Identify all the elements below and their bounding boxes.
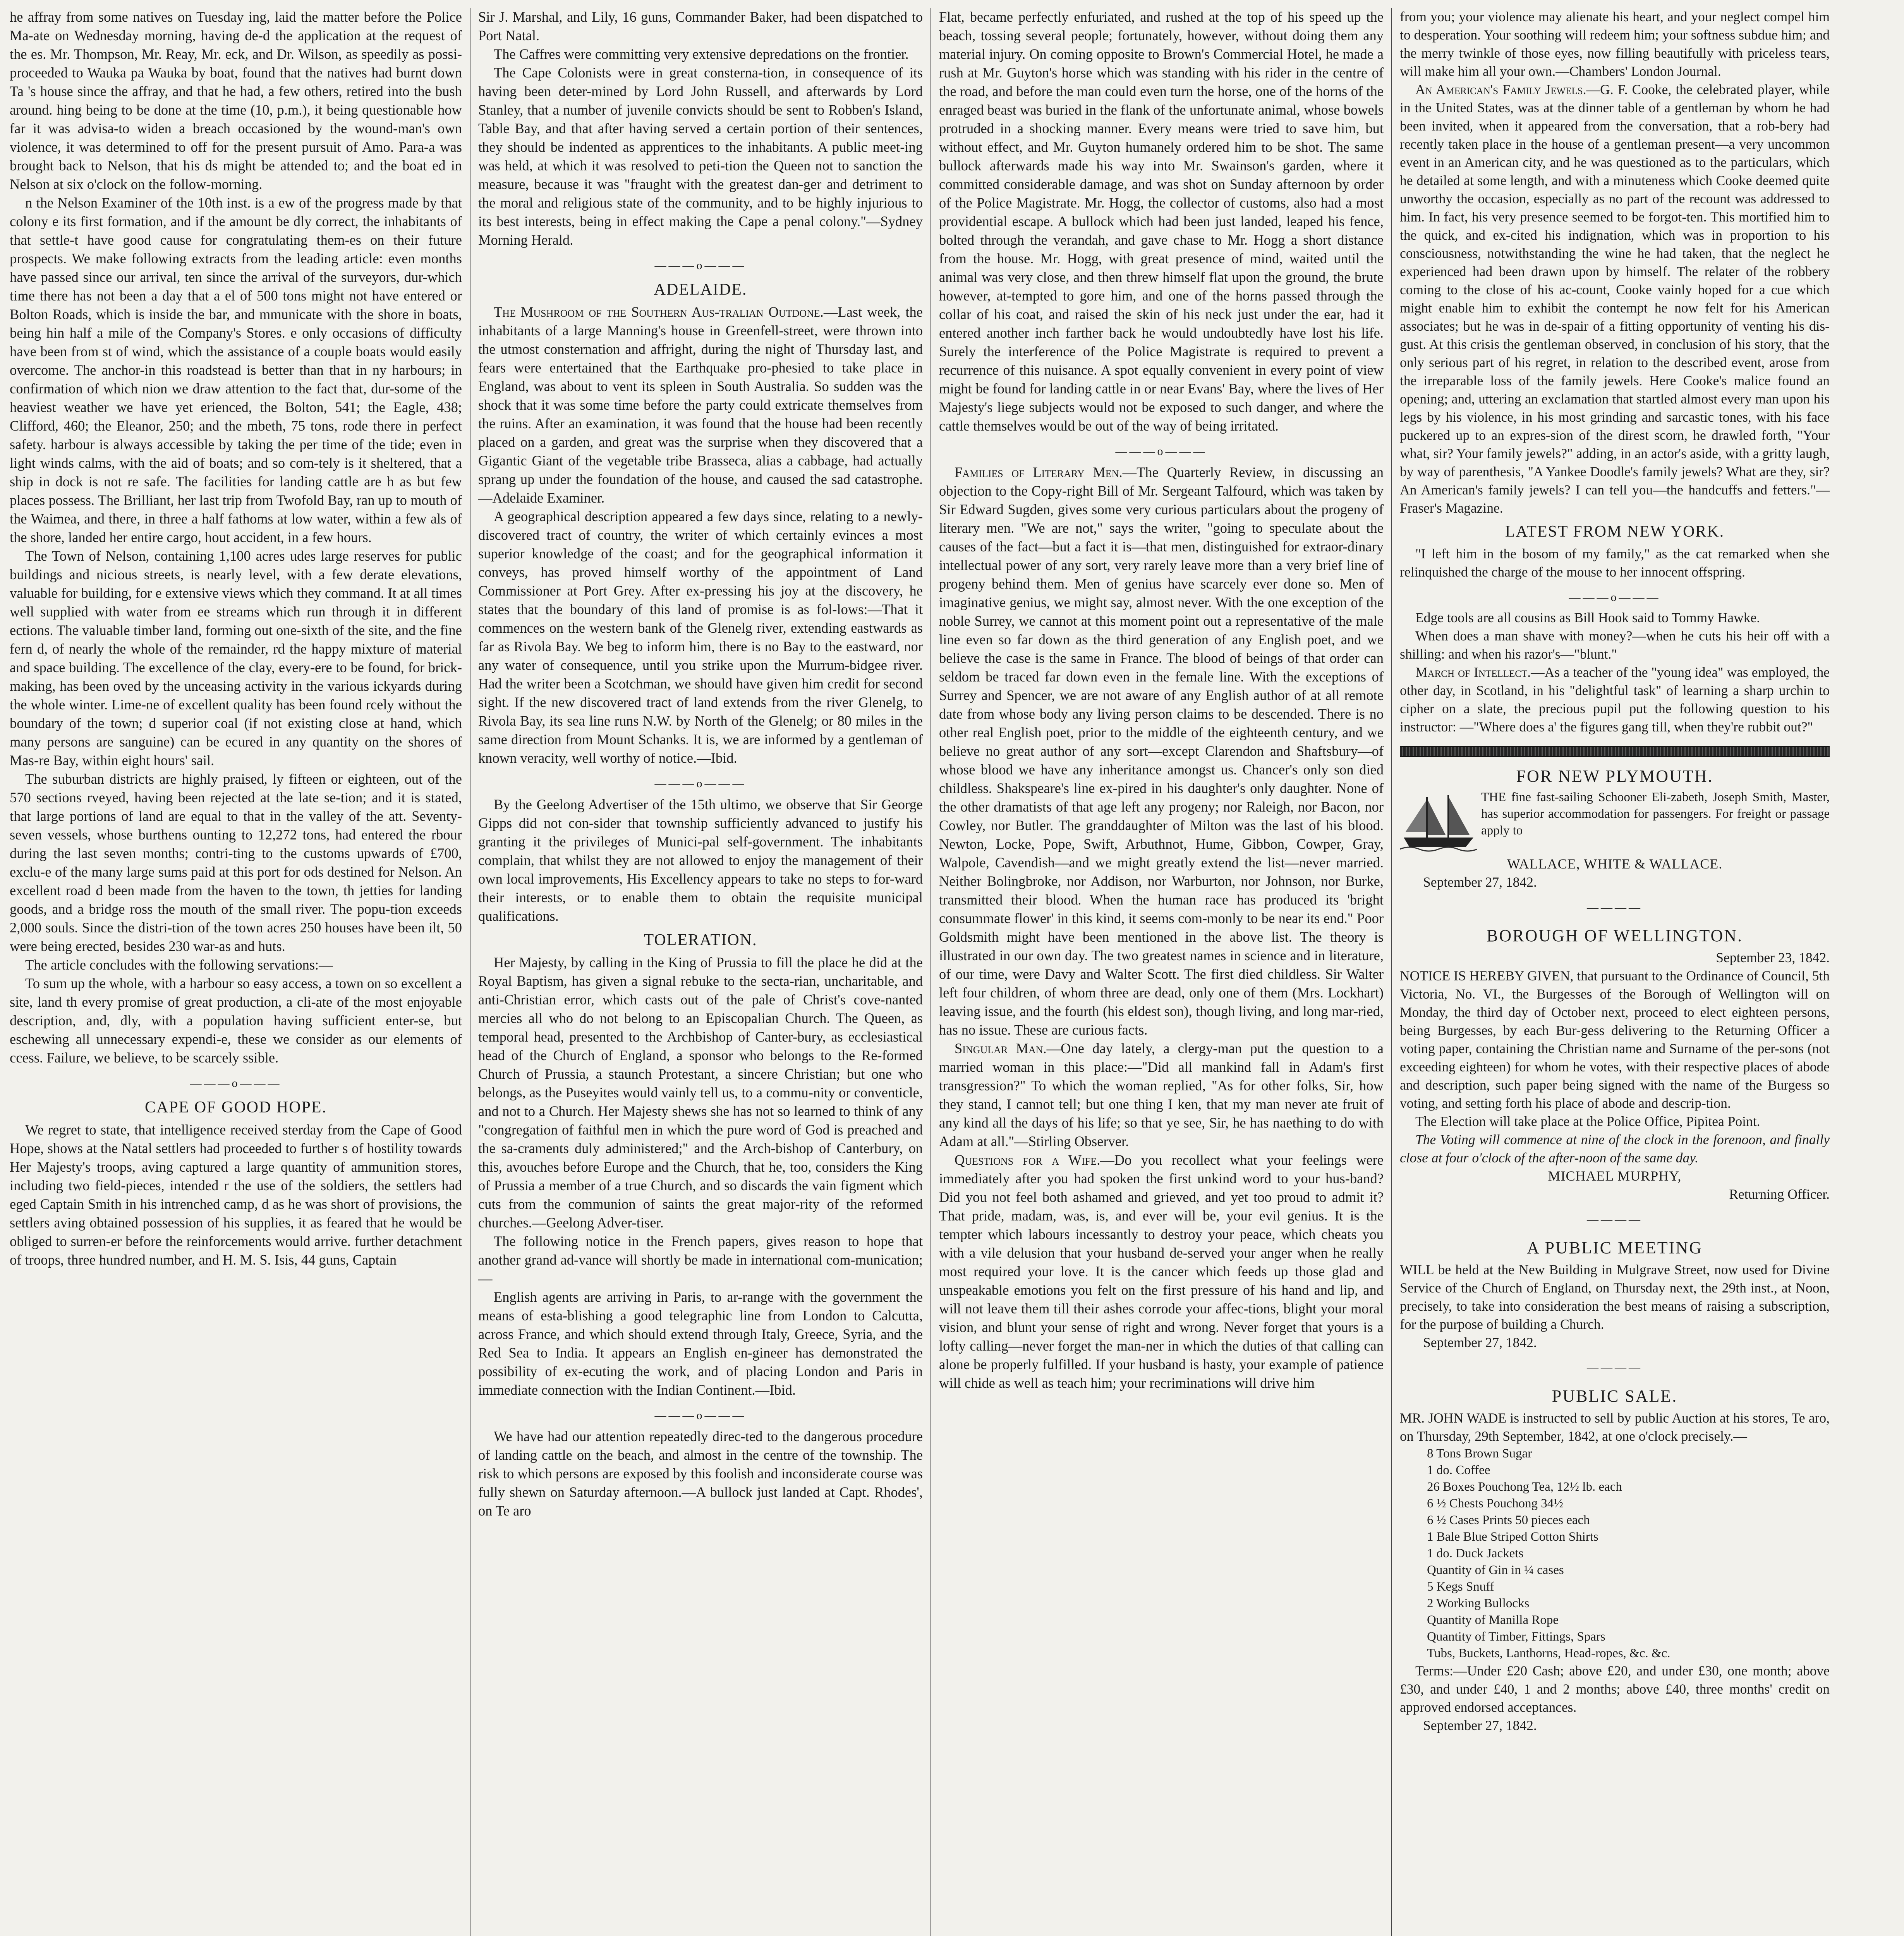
- article-paragraph: By the Geelong Advertiser of the 15th ultimo, we observe that Sir George Gipps did not con-sider that township sufficiently advanced to justify his granting it the privileges of Munici-pal self-government. The inhabitants complain, that whilst they are not allowed to enjoy the management of their own local improvements, His Excellency appears to take no steps to for-ward their interests, or to enable them to obtain the requisite municipal qualifications.: [478, 796, 923, 924]
- ad-borough-notice: [1400, 927, 1830, 1203]
- list-item: 26 Boxes Pouchong Tea, 12½ lb. each: [1427, 1480, 1622, 1494]
- article-paragraph: [939, 1151, 1384, 1392]
- list-item: Tubs, Buckets, Lanthorns, Head-ropes, &c. &c.: [1427, 1646, 1671, 1660]
- article-lead: An American's Family Jewels.: [1415, 82, 1586, 97]
- article-paragraph: he affray from some natives on Tuesday ing, laid the matter before the Police Ma-ate on Wednesday morning, having de-d the application at the request of the es. Mr. Thompson, Mr. Reay, Mr. eck, and Dr. Wilson, as speedily as possi-proceeded to Wauka pa Wauka by boat, found that the natives had burnt down Ta 's house since the affray, and that he had, a few others, retired into the bush around. hing being to be done at the time (10, p.m.), it being questionable how far it was advisa-to widen a breach occasioned by the wound-man's own violence, it was determined to off for the present pursuit of Amo. Para-a was brought back to Nelson, that his ds might be attended to; and the boat ed in Nelson at six o'clock on the follow-morning.: [10, 9, 462, 192]
- list-item: Quantity of Manilla Rope: [1427, 1613, 1559, 1627]
- section-heading: TOLERATION.: [644, 931, 757, 949]
- advertisements-divider: [1400, 746, 1830, 757]
- list-item: 1 do. Coffee: [1427, 1463, 1490, 1477]
- article-lead: The Mushroom of the Southern Aus-tralian Outdone.: [494, 304, 824, 320]
- ad-terms: Terms:—Under £20 Cash; above £20, and under £30, one month; above £30, and under £40, 1 and 2 months; above £40, three months' credit on approved endorsed acceptances.: [1400, 1663, 1830, 1715]
- article-paragraph: The following notice in the French papers, gives reason to hope that another grand ad-vance will shortly be made in international com-munication;—: [478, 1233, 923, 1286]
- ad-signature: MICHAEL MURPHY,: [1548, 1168, 1682, 1184]
- article-paragraph: from you; your violence may alienate his heart, and your neglect compel him to desperation. Your soothing will redeem him; your softness subdue him; and the merry twinkle of those eyes, now filling beautifully with priceless tears, will make him all your own.—Chambers' London Journal.: [1400, 9, 1830, 79]
- article-lead: Singular Man.: [955, 1040, 1047, 1056]
- list-item: 1 Bale Blue Striped Cotton Shirts: [1427, 1530, 1598, 1544]
- column-1: [10, 8, 470, 1936]
- ad-new-plymouth: [1400, 767, 1830, 891]
- sale-items-list: [1400, 1445, 1830, 1662]
- column-2: [470, 8, 931, 1936]
- ad-agent: WALLACE, WHITE & WALLACE.: [1507, 856, 1723, 872]
- ad-date: September 23, 1842.: [1716, 950, 1830, 965]
- article-paragraph: The article concludes with the following servations:—: [25, 957, 333, 973]
- ad-heading: FOR NEW PLYMOUTH.: [1516, 767, 1713, 786]
- section-divider: ————: [1587, 1361, 1643, 1374]
- ad-body: WILL be held at the New Building in Mulgrave Street, now used for Divine Service of the Church of England, on Thursday next, the 29th inst., at Noon, precisely, to take into consideration the best means of raising a subscription, for the purpose of building a Church.: [1400, 1262, 1830, 1332]
- article-paragraph: Sir J. Marshal, and Lily, 16 guns, Commander Baker, had been dispatched to Port Natal.: [478, 9, 923, 43]
- list-item: 6 ½ Cases Prints 50 pieces each: [1427, 1513, 1590, 1527]
- section-heading: CAPE OF GOOD HOPE.: [144, 1098, 327, 1116]
- section-divider: ———o———: [190, 1077, 282, 1090]
- list-item: 5 Kegs Snuff: [1427, 1580, 1494, 1594]
- article-paragraph: "I left him in the bosom of my family," as the cat remarked when she relinquished the charge of the mouse to her innocent offspring.: [1400, 546, 1830, 580]
- ad-date: September 27, 1842.: [1423, 1335, 1537, 1350]
- article-paragraph: The suburban districts are highly praised, ly fifteen or eighteen, out of the 570 sections rveyed, having been rejected at the late se-tion; and it is stated, that large portions of land are equal to that in the valley of the att. Seventy-seven vessels, whose burthens ounting to 12,272 tons, had entered the rbour during the last seven months; contri-ting to the customs upwards of £700, exclu-e of the many large sums paid at this port for ods destined for Nelson. An excellent road d been made from the haven to the town, th jetties for landing goods, and a bridge ross the mouth of the small river. The popu-tion exceeds 2,000 souls. Since the distri-tion of the town acres 250 houses have been ilt, 50 were being erected, besides 230 war-as and huts.: [10, 771, 462, 954]
- ad-body: NOTICE IS HEREBY GIVEN, that pursuant to the Ordinance of Council, 5th Victoria, No. VI., the Burgesses of the Borough of Wellington will on Monday, the third day of October next, proceed to elect eighteen persons, being Burgesses, by each Bur-gess delivering to the Returning Officer a voting paper, containing the Christian name and Surname of the per-sons (not exceeding eighteen) for whom he votes, with their respective places of abode and description, such paper being signed with the name of the Burgess so voting, and setting forth his place of abode and descrip-tion.: [1400, 968, 1830, 1111]
- article-paragraph: Her Majesty, by calling in the King of Prussia to fill the place he did at the Royal Baptism, has given a signal rebuke to the secta-rian, uncharitable, and anti-Christian error, which casts out of the pale of Christ's cove-nanted mercies all who do not belong to an Episcopalian Church. The Queen, as temporal head, presented to the Archbishop of Canter-bury, as ecclesiastical head of the Church of England, a sponsor who belongs to the Re-formed Church of Prussia, a staunch Protestant, a sincere Christian; but one who belongs, as the Puseyites would vainly tell us, to a commu-nity or conventicle, and not to a Church. Her Majesty shews she has not so learned to think of any "congregation of faithful men in which the pure word of God is preached and the sa-craments duly administered;" and the Arch-bishop of Canterbury, on this, avouches before Europe and the Church, that he, too, considers the King of Prussia a member of a true Church, and so discards the vain figment which cuts from the communion of saints the great major-rity of the reformed churches.—Geelong Adver-tiser.: [478, 954, 923, 1231]
- article-paragraph: The Town of Nelson, containing 1,100 acres udes large reserves for public buildings and nicious streets, is nearly level, with a few derate elevations, valuable for building, for e extensive views which they command. It at all times well supplied with water from ee streams which run through it in different ections. The valuable timber land, forming out one-sixth of the site, and the fine fern d, of nearly the whole of the remainder, rd the happy mixture of material and space building. The excellence of the clay, every-ere to be found, for brick-making, has been oved by the unceasing activity in the various ickyards during the whole winter. Lime-ne of excellent quality has been found rcely without the boundary of the town; d superior coal (if not existing close at hand, which many persons are sanguine) can be ecured in any quantity on the shores of Mas-re Bay, within eight hours' sail.: [10, 548, 462, 768]
- article-text: —G. F. Cooke, the celebrated player, while in the United States, was at the dinner table of a gentleman by whom he had been invited, when it appeared from the conversation, that a rob-bery had recently taken place in the house of a gentleman present—a very uncommon event in an American city, and he was questioned as to the particulars, which he detailed at some length, and with a minuteness which Cooke deemed quite unworthy the occasion, especially as no part of the recount was addressed to him. In fact, his very presence seemed to be forgot-ten. This mortified him to the quick, and ex-cited his indignation, which was in proportion to his consciousness, notwithstanding the wine he had taken, that the neglect he experienced had been drawn upon by himself. The relater of the robbery coming to the close of his ac-count, Cooke vainly hoped for a cue which might enable him to exhibit the contempt he now felt for his American associates; but he was in de-spair of a fitting opportunity of venting his dis-gust. At this crisis the gentleman observed, in conclusion of his story, that the only serious part of his regret, in relation to the described event, arose from the irreparable loss of the family jewels. Here Cooke's malice found an opening; and, uttering an exclamation that startled almost every man upon his legs by his violence, in his most grinding and sarcastic tones, with his face puckered up to an expres-sion of the direst scorn, he drawled forth, "Your what, sir? Your family jewels?" adding, in an actor's aside, with a gritty laugh, by way of parenthesis, "A Yankee Doodle's family jewels? What are they, sir? An American's family jewels? I can tell you—the handcuffs and fetters."—Fraser's Magazine.: [1400, 82, 1830, 516]
- ad-public-sale: [1400, 1387, 1830, 1735]
- ad-signature-title: Returning Officer.: [1729, 1186, 1830, 1202]
- section-divider: ————: [1587, 901, 1643, 914]
- ad-heading: BOROUGH OF WELLINGTON.: [1486, 926, 1743, 945]
- section-divider: ———o———: [654, 777, 747, 790]
- section-divider: ———o———: [1569, 591, 1661, 604]
- ad-date: September 27, 1842.: [1423, 1718, 1537, 1733]
- article-paragraph: [478, 303, 923, 507]
- article-paragraph: We regret to state, that intelligence received sterday from the Cape of Good Hope, shows at the Natal settlers had proceeded to further s of hostility towards Her Majesty's troops, aving captured a large quantity of ammunition stores, including two field-pieces, intended r the use of the soldiers, the settlers had eged Captain Smith in his intrenched camp, d as he was short of provisions, the settlers aving obtained possession of his supplies, it as feared that he would be obliged to surren-er before the reinforcements would arrive. further detachment of troops, three hundred number, and H. M. S. Isis, 44 guns, Captain: [10, 1122, 462, 1268]
- list-item: 6 ½ Chests Pouchong 34½: [1427, 1497, 1564, 1510]
- section-divider: ———o———: [1115, 445, 1207, 458]
- article-lead: Families of Literary Men.: [955, 464, 1123, 480]
- ad-body: The Election will take place at the Police Office, Pipitea Point.: [1415, 1114, 1760, 1129]
- article-paragraph: The Caffres were committing very extensive depredations on the frontier.: [494, 46, 909, 62]
- ad-heading: A PUBLIC MEETING: [1527, 1238, 1703, 1257]
- article-paragraph: Flat, became perfectly enfuriated, and rushed at the top of his speed up the beach, tossing several people; fortunately, however, without doing them any material injury. On coming opposite to Brown's Commercial Hotel, he made a rush at Mr. Guyton's horse which was standing with his rider in the centre of the road, and before the man could even turn the horse, one of the horns of the enraged beast was buried in the flank of the unfortunate animal, whose bowels protruded in a shocking manner. Every means were tried to save him, but without effect, and Mr. Guyton humanely ordered him to be shot. The same bullock afterwards made his way into Mr. Swainson's garden, where it committed considerable damage, and was shot on Sunday afternoon by order of the Police Magistrate. Mr. Hogg, the collector of customs, also had a most providential escape. A bullock which had been just landed, leaped his fence, bolted through the verandah, and gave chase to Mr. Hogg a short distance from the house. Mr. Hogg, with great presence of mind, waited until the animal was very close, and then threw himself flat upon the ground, the brute however, at-tempted to gore him, and one of the horns passed through the collar of his coat, and raised the skin of his neck just under the ear, had it entered another inch farther back he would undoubtedly have lost his life. Surely the interference of the Police Magistrate is required to prevent a recurrence of this nuisance. A spot equally convenient in every point of view might be found for landing cattle in or near Evans' Bay, where the lives of Her Majesty's liege subjects would not be exposed to such danger, and where the cattle themselves would be out of the way of being irritated.: [939, 9, 1384, 434]
- list-item: 2 Working Bullocks: [1427, 1596, 1530, 1610]
- section-divider: ————: [1587, 1213, 1643, 1226]
- ad-body: THE fine fast-sailing Schooner Eli-zabeth, Joseph Smith, Master, has superior accommodation for passengers. For freight or passage apply to: [1481, 790, 1830, 838]
- column-3: [931, 8, 1392, 1936]
- article-text: —Do you recollect what your feelings were immediately after you had spoken the first unkind word to your hus-band? Did you not feel both ashamed and grieved, and yet too proud to admit it? That pride, madam, was, is, and ever will be, your evil genius. It is the tempter which labours incessantly to destroy your peace, which cheats you with a vile delusion that your husband de-served your anger when he really most required your love. It is the cancer which feeds up those glad and unspeakable emotions you felt on the first pressure of his hand and lip, and will not leave them till their ashes corrode your affec-tions, blight your moral vision, and blunt your sense of right and wrong. Never forget that yours is a lofty calling—never forget the man-ner in which the duties of that calling can alone be properly fulfilled. If your husband is hasty, your example of patience will chide as well as teach him; your recriminations will drive him: [939, 1152, 1384, 1391]
- section-heading: ADELAIDE.: [654, 281, 747, 299]
- article-paragraph: n the Nelson Examiner of the 10th inst. is a ew of the progress made by that colony e its first formation, and if the amount be dly correct, the inhabitants of that settle-t have good cause for congratulating them-es on their future prospects. We make following extracts from the leading article: even months have passed since our arrival, ten since the arrival of the surveyors, dur-which time there has not been a day that a el of 500 tons might not have entered or Bolton Roads, which is inside the bar, and mmunicate with the shore in boats, being hin half a mile of the Company's Stores. e only occasions of difficulty have been from st of wind, which the assistance of a couple boats would easily overcome. The anchor-in this roadstead is better than that in ny harbours; in confirmation of which nion we draw attention to the fact that, dur-some of the heaviest weather we have yet erienced, the Bolton, 541; the Eagle, 438; Clifford, 460; the Eleanor, 250; and the mbeth, 75 tons, rode there in perfect safety. harbour is always accessible by taking the per time of the tide; even in light winds calms, with the aid of boats; and so com-tely is it sheltered, that a ship in dock is not re safe. The facilities for landing cattle are h as but few places possess. The Brilliant, her last trip from Twofold Bay, ran up to mouth of the Waimea, and there, in three a half fathoms at low water, within a few als of the shore, landed her entire cargo, hout accident, in a few hours.: [10, 195, 462, 545]
- list-item: 8 Tons Brown Sugar: [1427, 1447, 1532, 1461]
- section-divider: ———o———: [654, 1409, 747, 1422]
- list-item: Quantity of Timber, Fittings, Spars: [1427, 1630, 1605, 1644]
- section-divider: ———o———: [654, 259, 747, 272]
- article-paragraph: To sum up the whole, with a harbour so easy access, a town on so excellent a site, land th every promise of great production, a cli-ate of the most enjoyable description, and, dly, with a population having sufficient enter-se, but eschewing all unnecessary expendi-e, these we consider as our elements of ccess. Failure, we believe, to be scarcely ssible.: [10, 975, 462, 1066]
- article-paragraph: The Cape Colonists were in great consterna-tion, in consequence of its having been deter-mined by Lord John Russell, and afterwards by Lord Stanley, that a number of juvenile convicts should be sent to Robben's Island, Table Bay, and that after having served a certain portion of their sentences, they should be indented as apprentices to the inhabitants. A public meet-ing was held, at which it was resolved to peti-tion the Queen not to sanction the measure, because it was "fraught with the greatest dan-ger and detriment to the moral and religious state of the community, and to be highly injurious to its best interests, being in effect making the Cape a penal colony."—Sydney Morning Herald.: [478, 65, 923, 248]
- ad-heading: PUBLIC SALE.: [1552, 1387, 1678, 1406]
- article-paragraph: [939, 1039, 1384, 1151]
- column-4: [1392, 8, 1837, 1936]
- ad-body: The Voting will commence at nine of the clock in the forenoon, and finally close at four o'clock of the after-noon of the same day.: [1400, 1132, 1830, 1165]
- article-text: —The Quarterly Review, in discussing an objection to the Copy-right Bill of Mr. Sergeant Talfourd, which was taken by Sir Edward Sugden, gives some very curious particulars about the progeny of literary men. "We are not," says the writer, "going to speculate about the causes of the fact—but a fact it is—that men, distinguished for extraor-dinary intellectual power of any sort, very rarely leave more than a very brief line of progeny behind them. Men of genius have scarcely ever done so. Men of imaginative genius, we might say, almost never. With the one exception of the noble Surrey, we cannot at this moment point out a representative of the male line even so far down as the third generation of any English poet, and we believe the case is the same in France. The blood of beings of that order can seldom be traced far down even in the female line. With the exceptions of Surrey and Spencer, we are not aware of any English author of at all remote date from whose body any living person claims to be descended. There is no other real English poet, prior to the middle of the eighteenth century, and we believe no great author of any sort—except Clarendon and Shaftsbury—of whose blood we have any inheritance amongst us. Chancer's only son died childless. Shakspeare's line ex-pired in his daughter's only daughter. None of the other dramatists of that age left any progeny; nor Raleigh, nor Bacon, nor Cowley, nor Butler. The granddaughter of Milton was the last of his blood. Newton, Locke, Pope, Swift, Arbuthnot, Hume, Gibbon, Cowper, Gray, Walpole, Cavendish—and we might greatly extend the list—never married. Neither Bolingbroke, nor Addison, nor Warburton, nor Johnson, nor Burke, transmitted their blood. When the human race has produced its 'bright consummate flower' in this kind, it seems com-monly to be near its end." Poor Goldsmith might have been mentioned in the above list. The theory is illustrated in our own day. The two greatest names in science and in literature, of our time, were Davy and Walter Scott. The first died childless. Sir Walter left four children, of whom three are dead, only one of them (Mrs. Lockhart) leaving issue, and the fourth (his eldest son), though living, and long mar-ried, has no issue. These are curious facts.: [939, 464, 1384, 1038]
- ad-body: MR. JOHN WADE is instructed to sell by public Auction at his stores, Te aro, on Thursday, 29th September, 1842, at one o'clock precisely.—: [1400, 1410, 1830, 1444]
- article-text: —Last week, the inhabitants of a large Manning's house in Greenfell-street, were thrown into the utmost consternation and affright, during the night of Thursday last, and fears were entertained that the Earthquake pro-phesied to take place in England, was about to vent its spleen in South Australia. So sudden was the shock that it was some time before the party could extricate themselves from the ruins. After an examination, it was found that the house had been recently placed on a garden, and great was the surprise when they discovered that a Gigantic Giant of the vegetable tribe Brasseca, alias a cabbage, had actually sprang up under the foundation of the house, and caused the sad catastrophe.—Adelaide Examiner.: [478, 304, 923, 506]
- article-paragraph: When does a man shave with money?—when he cuts his heir off with a shilling: and when his razor's—"blunt.": [1400, 628, 1830, 662]
- list-item: Quantity of Gin in ¼ cases: [1427, 1563, 1564, 1577]
- ad-public-meeting: [1400, 1239, 1830, 1352]
- ad-date: September 27, 1842.: [1423, 874, 1537, 890]
- article-paragraph: We have had our attention repeatedly direc-ted to the dangerous procedure of landing cattle on the beach, and almost in the centre of the township. The risk to which persons are exposed by this foolish and inconsiderate course was fully shewn on Saturday afternoon.—A bullock just landed at Capt. Rhodes', on Te aro: [478, 1428, 923, 1519]
- article-text: —As a teacher of the "young idea" was employed, the other day, in Scotland, in his "delightful task" of learning a sharp urchin to cipher on a slate, the precious pupil put the following question to his instructor: —"Where does a' the figures gang till, when they're rubbit out?": [1400, 664, 1830, 735]
- article-paragraph: English agents are arriving in Paris, to ar-range with the government the means of esta-blishing a good telegraphic line from London to Calcutta, across France, and which should extend through Italy, Greece, Syria, and the Red Sea to India. It appears an English en-gineer has demonstrated the possibility of ex-ecuting the work, and of placing London and Paris in immediate connection with the Indian Continent.—Ibid.: [478, 1289, 923, 1398]
- article-paragraph: [939, 463, 1384, 1039]
- article-text: —One day lately, a clergy-man put the question to a married woman in this place:—"Did all mankind fall in Adam's first transgression?" To which the woman replied, "As for other folks, Sir, how they stand, I cannot tell; but one thing I ken, that my man never ate fruit of any kind all the days of his life; so that ye see, Sir, he has naething to do with Adam at all."—Stirling Observer.: [939, 1040, 1384, 1149]
- article-paragraph: A geographical description appeared a few days since, relating to a newly-discovered tract of country, the writer of which certainly evinces a most superior knowledge of the coast; and for the geographical information it conveys, has proved himself worthy of the appointment of Land Commissioner at Port Grey. After ex-pressing his joy at the discovery, he states that the boundary of this land of promise is as fol-lows:—That it commences on the western bank of the Glenelg river, extending eastwards as far as Rivola Bay. We beg to inform him, there is no Bay to the eastward, nor any water of consequence, until you strike upon the Murrum-bidgee river. Had the writer been a Scotchman, we should have given him credit for second sight. If the new discovered tract of land extends from the river Glenelg, to Rivola Bay, its sea line runs N.W. by North of the Glenelg; or 80 miles in the same direction from Mount Schanks. It is, we are informed by a gentleman of known veracity, well worthy of notice.—Ibid.: [478, 508, 923, 766]
- article-lead: March of Intellect.: [1415, 664, 1531, 680]
- schooner-ship-icon: [1400, 789, 1477, 855]
- article-lead: Questions for a Wife.: [955, 1152, 1101, 1168]
- article-paragraph: [1400, 81, 1830, 517]
- section-heading: LATEST FROM NEW YORK.: [1505, 523, 1725, 541]
- article-paragraph: [1400, 663, 1830, 736]
- article-paragraph: Edge tools are all cousins as Bill Hook said to Tommy Hawke.: [1415, 610, 1760, 625]
- list-item: 1 do. Duck Jackets: [1427, 1546, 1524, 1560]
